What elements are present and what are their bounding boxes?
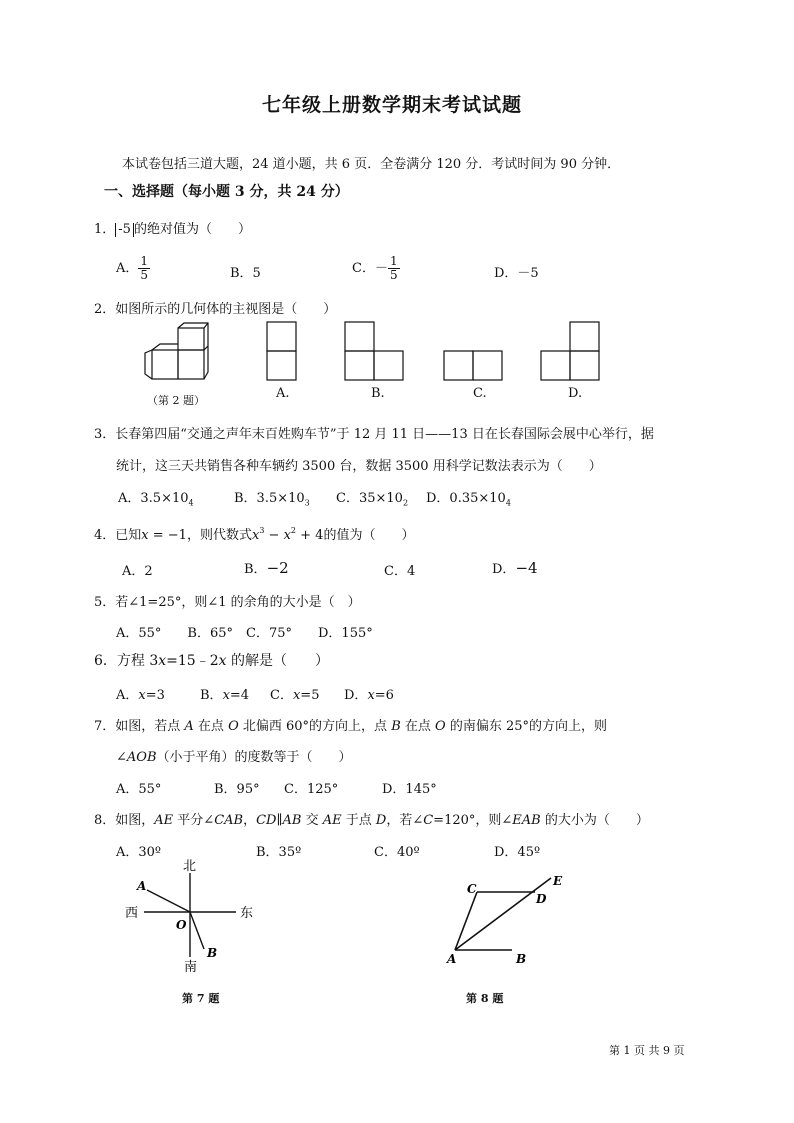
q4-option-a: A．2	[122, 564, 153, 579]
q6-c-label: C．	[270, 688, 293, 703]
fig8-point-d: D	[536, 892, 547, 906]
q3-option-b	[234, 487, 310, 508]
q7-l1-b: 在点	[193, 719, 229, 734]
q2-option-c-figure	[443, 350, 505, 383]
q1-option-c	[352, 255, 400, 282]
q7-angle-aob: AOB	[126, 750, 157, 765]
q7-point-o2: O	[435, 719, 446, 734]
q4-expr-exp2: 2	[290, 526, 297, 535]
q4-expr-x2: x	[283, 528, 291, 543]
q2-edge-e	[204, 346, 208, 350]
question-7-line-2	[116, 746, 352, 765]
q6-a-val: =3	[145, 688, 165, 703]
q1-c-label: C．－	[352, 261, 388, 276]
q4-d-label: D．	[492, 562, 516, 577]
q6-option-d	[344, 684, 394, 703]
q8-point-c: C	[423, 813, 434, 828]
q7-point-a: A	[184, 719, 194, 734]
fig7-east-label: 东	[240, 906, 254, 921]
fig7-ray-ob	[190, 912, 204, 949]
question-6	[94, 650, 329, 670]
q1-a-denominator: 5	[140, 268, 149, 282]
section-heading: 一、选择题（每小题 3 分，共 24 分）	[104, 184, 349, 200]
q1-option-b: B．5	[230, 266, 261, 281]
q7-option-c: C．125°	[284, 782, 339, 797]
q3-c-base: C．35×10	[336, 491, 403, 506]
fig7-point-b: B	[207, 946, 218, 960]
q4-expr-exp1: 3	[259, 526, 265, 535]
q4-prefix: 4．已知	[94, 528, 142, 543]
q3-d-base: D．0.35×10	[426, 491, 506, 506]
q1-a-numerator: 1	[140, 254, 149, 268]
q1-option-a	[116, 255, 150, 282]
q4-suffix: 的值为（ ）	[323, 528, 415, 543]
q6-text-c: 的解是（ ）	[226, 653, 329, 669]
q2-edge-a	[152, 344, 178, 350]
fig7-point-a: A	[137, 879, 147, 893]
fig7-west-label: 西	[125, 906, 139, 921]
q2-option-d-figure	[540, 321, 602, 383]
q4-b-value: −2	[266, 559, 289, 577]
q1-option-d: D．－5	[494, 266, 539, 281]
q4-option-d	[492, 558, 538, 577]
q6-c-var: x	[292, 688, 301, 703]
q1-c-denominator: 5	[389, 268, 398, 282]
question-4	[94, 524, 414, 543]
q8-ae2: AE	[322, 813, 342, 828]
q3-b-base: B．3.5×10	[234, 491, 305, 506]
q7-option-d: D．145°	[382, 782, 437, 797]
q8-option-a: A．30º	[116, 845, 162, 860]
q2-option-a-figure	[266, 321, 298, 383]
q4-option-b	[244, 558, 289, 577]
q8-ab: AB	[282, 813, 302, 828]
fig7-caption: 第 7 题	[182, 992, 220, 1005]
question-7-line-1	[94, 715, 607, 734]
page-footer: 第 1 页 共 9 页	[609, 1044, 685, 1057]
question-8	[94, 809, 649, 828]
q7-l1-a: 7．如图，若点	[94, 719, 185, 734]
fig7-north-label: 北	[183, 859, 197, 874]
q6-option-a	[116, 684, 165, 703]
q2-edge-d	[204, 323, 208, 328]
question-1	[94, 218, 251, 237]
q6-text-b: =15﹣2	[166, 653, 219, 669]
q1-c-numerator: 1	[389, 254, 398, 268]
page-title: 七年级上册数学期末考试试题	[262, 94, 523, 116]
q3-option-a	[118, 487, 194, 508]
q4-expr-tail: + 4	[296, 528, 324, 543]
q3-option-c	[336, 487, 408, 508]
fig8-caption: 第 8 题	[466, 992, 504, 1005]
q6-option-b	[200, 684, 249, 703]
q8-b: 平分∠	[173, 813, 215, 828]
figure-8-geometry	[440, 868, 570, 968]
q8-i: 的大小为（ ）	[540, 813, 649, 828]
q2-solid-figure	[140, 322, 212, 382]
q2-edge-b	[145, 350, 152, 379]
q8-eab: EAB	[512, 813, 541, 828]
q3-b-exponent: 3	[304, 498, 310, 508]
q2-cube-front-right	[178, 350, 204, 379]
question-5: 5．若∠1=25°，则∠1 的余角的大小是（ ）	[94, 595, 361, 610]
q4-condition: = −1	[148, 528, 187, 543]
q7-point-o: O	[228, 719, 239, 734]
q7-point-b: B	[391, 719, 401, 734]
q8-parallel: ∥	[276, 813, 283, 828]
q1-a-label: A．	[116, 261, 139, 276]
q8-h: =120°，则∠	[433, 813, 513, 828]
q1-absolute-value: -5	[115, 223, 134, 237]
q5-options: A．55° B．65° C．75° D．155°	[116, 626, 373, 641]
q2-cube-top	[178, 328, 204, 350]
question-3-line-2: 统计，这三天共销售各种车辆约 3500 台，数据 3500 用科学记数法表示为（ ）	[116, 459, 602, 474]
q4-expr-x1: x	[251, 528, 260, 543]
q3-a-base: A．3.5×10	[118, 491, 189, 506]
q4-expr-minus: −	[264, 528, 284, 543]
fig7-ray-oa	[147, 890, 190, 912]
q8-f: 于点	[341, 813, 376, 828]
q8-c: ，	[243, 813, 257, 828]
q7-l1-c: 北偏西 60°的方向上，点	[238, 719, 392, 734]
q1-a-fraction	[138, 255, 150, 282]
q3-c-exponent: 2	[402, 498, 409, 508]
q7-l1-e: 的南偏东 25°的方向上，则	[445, 719, 607, 734]
q8-e: 交	[301, 813, 323, 828]
q6-b-label: B．	[200, 688, 223, 703]
question-2: 2．如图所示的几何体的主视图是（ ）	[94, 302, 337, 317]
q1-number: 1．	[94, 222, 116, 237]
fig7-south-label: 南	[184, 960, 198, 975]
q8-g: ，若∠	[386, 813, 424, 828]
q2-option-c: C.	[473, 386, 487, 401]
q6-option-c	[270, 684, 319, 703]
q6-d-val: =6	[374, 688, 394, 703]
q7-angle-sign: ∠	[116, 750, 127, 765]
q2-cube-front-left	[152, 350, 178, 379]
fig8-point-b: B	[516, 952, 527, 966]
q8-cab: CAB	[214, 813, 244, 828]
q1-stem: 的绝对值为（ ）	[133, 222, 251, 237]
question-3-line-1: 3．长春第四届“交通之声年末百姓购车节”于 12 月 11 日——13 日在长春国际会展中心举行，据	[94, 427, 654, 442]
q4-option-c: C．4	[384, 564, 416, 579]
q7-option-a: A．55°	[116, 782, 162, 797]
fig8-point-c: C	[467, 882, 477, 896]
fig7-point-o: O	[176, 918, 187, 932]
q6-text-a: 6．方程 3	[94, 653, 159, 669]
q1-c-fraction	[388, 255, 400, 282]
q6-x2: x	[218, 653, 227, 669]
q2-caption: （第 2 题）	[147, 394, 205, 407]
q3-option-d	[426, 487, 511, 508]
q2-option-b-figure	[344, 321, 406, 383]
q6-a-var: x	[138, 688, 146, 703]
q7-l1-d: 在点	[400, 719, 436, 734]
q4-d-value: −4	[515, 559, 538, 577]
q4-middle: ，则代数式	[186, 528, 252, 543]
q4-variable: x	[141, 528, 149, 543]
fig8-point-e: E	[553, 874, 563, 888]
q2-option-d: D.	[568, 386, 583, 401]
q8-option-d: D．45º	[494, 845, 541, 860]
q6-b-var: x	[222, 688, 230, 703]
q6-x1: x	[158, 653, 167, 669]
q6-c-val: =5	[300, 688, 320, 703]
q6-b-val: =4	[229, 688, 250, 703]
q6-a-label: A．	[116, 688, 139, 703]
q7-option-b: B．95°	[214, 782, 260, 797]
q7-l2-b: （小于平角）的度数等于（ ）	[156, 750, 352, 765]
q8-cd: CD	[256, 813, 277, 828]
fig8-point-a: A	[447, 952, 457, 966]
q8-option-b: B．35º	[256, 845, 302, 860]
q8-ae: AE	[154, 813, 174, 828]
q3-a-exponent: 4	[188, 498, 194, 508]
q6-d-var: x	[367, 688, 375, 703]
q2-option-a: A.	[276, 386, 290, 401]
q8-point-d: D	[375, 813, 387, 828]
exam-intro: 本试卷包括三道大题，24 道小题，共 6 页．全卷满分 120 分．考试时间为 90 分钟．	[122, 157, 621, 172]
q6-d-label: D．	[344, 688, 368, 703]
q8-a: 8．如图，	[94, 813, 155, 828]
q2-option-b: B.	[371, 386, 385, 401]
q8-option-c: C．40º	[374, 845, 420, 860]
q4-b-label: B．	[244, 562, 267, 577]
figure-7-compass	[120, 855, 270, 980]
q3-d-exponent: 4	[505, 498, 511, 508]
